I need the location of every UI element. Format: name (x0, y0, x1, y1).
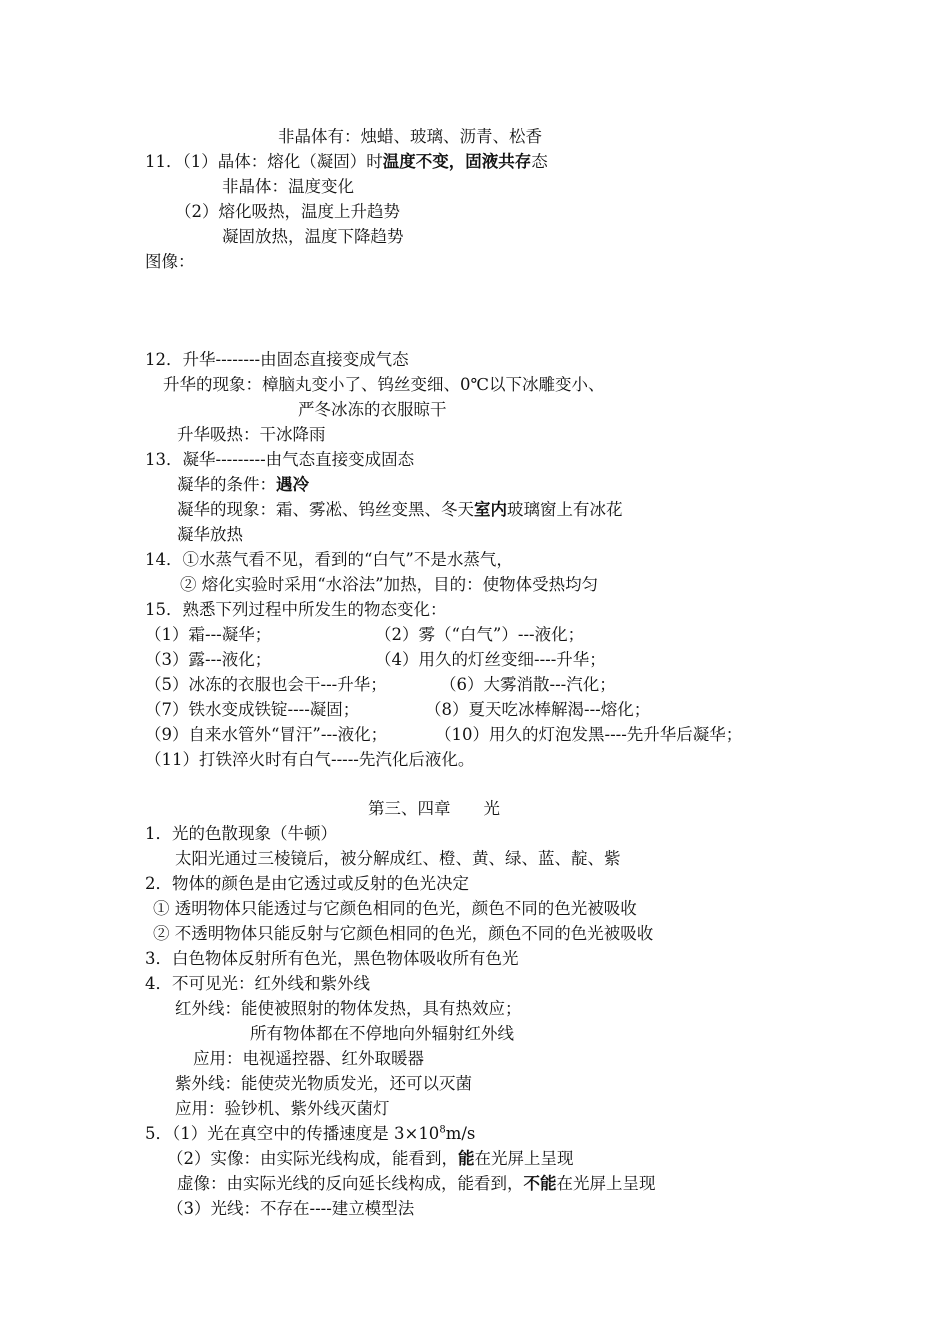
text-line: 升华吸热：干冰降雨 (177, 425, 326, 444)
text-line: 所有物体都在不停地向外辐射红外线 (250, 1024, 514, 1043)
text-line: 应用：电视遥控器、红外取暖器 (193, 1049, 424, 1068)
text-line: 凝固放热，温度下降趋势 (222, 227, 404, 246)
bold-text: 室内 (474, 500, 507, 519)
text-line: ① 透明物体只能透过与它颜色相同的色光，颜色不同的色光被吸收 (153, 899, 637, 918)
text-line: 凝华放热 (177, 525, 243, 544)
list-item: （11）打铁淬火时有白气-----先汽化后液化。 (145, 750, 475, 769)
text-span: 在光屏上呈现 (556, 1174, 656, 1193)
text-span: 凝华的现象：霜、雾凇、钨丝变黑、冬天 (177, 500, 474, 519)
list-item: （1）霜---凝华； (145, 625, 272, 644)
chapter-heading: 第三、四章 光 (368, 799, 500, 818)
list-item: （2）雾（“白气”）---液化； (375, 625, 585, 644)
bold-text: 固液共存 (465, 152, 532, 171)
text-line: 升华的现象：樟脑丸变小了、钨丝变细、0℃以下冰雕变小、 (163, 375, 605, 394)
text-line: 15．熟悉下列过程中所发生的物态变化： (145, 600, 447, 619)
list-item: （9）自来水管外“冒汗”---液化； (145, 725, 388, 744)
list-item: （8）夏天吃冰棒解渴---熔化； (425, 700, 651, 719)
text-line: 图像： (145, 252, 195, 271)
text-line: 3．白色物体反射所有色光，黑色物体吸收所有色光 (145, 949, 519, 968)
text-span: 虚像：由实际光线的反向延长线构成，能看到， (177, 1174, 524, 1193)
text-span: 凝华的条件： (177, 475, 276, 494)
list-item: （5）冰冻的衣服也会干---升华； (145, 675, 387, 694)
text-line: 严冬冰冻的衣服晾干 (298, 400, 447, 419)
text-span: （2）实像：由实际光线构成，能看到， (167, 1149, 458, 1168)
bold-text: 不能 (523, 1174, 557, 1193)
text-line (145, 1124, 475, 1144)
text-span: m/s (445, 1124, 476, 1143)
text-line (145, 152, 548, 172)
bold-text: 遇冷 (276, 475, 309, 494)
text-line: 非晶体：温度变化 (222, 177, 354, 196)
text-line: 13．凝华---------由气态直接变成固态 (145, 450, 415, 469)
text-line: 太阳光通过三棱镜后，被分解成红、橙、黄、绿、蓝、靛、紫 (175, 849, 621, 868)
superscript: 8 (439, 1124, 446, 1136)
text-span: 11．（1）晶体：熔化（凝固）时 (145, 152, 383, 171)
text-line: 12．升华--------由固态直接变成气态 (145, 350, 409, 369)
text-span: 态 (531, 152, 548, 171)
text-line (177, 475, 309, 495)
text-line: ② 不透明物体只能反射与它颜色相同的色光，颜色不同的色光被吸收 (153, 924, 654, 943)
text-line (177, 1174, 656, 1194)
text-span: 5．（1）光在真空中的传播速度是 3×10 (145, 1124, 440, 1143)
list-item: （10）用久的灯泡发黑----先升华后凝华； (435, 725, 743, 744)
list-item: （6）大雾消散---汽化； (440, 675, 616, 694)
text-span: 在光屏上呈现 (474, 1149, 574, 1168)
list-item: （3）露---液化； (145, 650, 272, 669)
text-line: 4．不可见光：红外线和紫外线 (145, 974, 370, 993)
text-span: 玻璃窗上有冰花 (507, 500, 623, 519)
text-line: ② 熔化实验时采用“水浴法”加热，目的：使物体受热均匀 (180, 575, 599, 594)
text-line: 非晶体有：烛蜡、玻璃、沥青、松香 (278, 127, 542, 146)
bold-text: 温度不变 (382, 152, 449, 171)
bold-text: 能 (458, 1149, 475, 1168)
text-line: 紫外线：能使荧光物质发光，还可以灭菌 (175, 1074, 472, 1093)
text-line (167, 1149, 574, 1169)
list-item: （7）铁水变成铁锭----凝固； (145, 700, 360, 719)
text-line: 红外线：能使被照射的物体发热，具有热效应； (175, 999, 522, 1018)
text-line: 14．①水蒸气看不见，看到的“白气”不是水蒸气， (145, 550, 513, 569)
text-line: 2．物体的颜色是由它透过或反射的色光决定 (145, 874, 469, 893)
text-line: 1．光的色散现象（牛顿） (145, 824, 337, 843)
text-line: 应用：验钞机、紫外线灭菌灯 (175, 1099, 390, 1118)
text-line: （2）熔化吸热，温度上升趋势 (175, 202, 400, 221)
list-item: （4）用久的灯丝变细----升华； (375, 650, 606, 669)
text-line (177, 500, 623, 520)
text-line: （3）光线：不存在----建立模型法 (167, 1199, 415, 1218)
bold-text: ， (448, 152, 466, 171)
